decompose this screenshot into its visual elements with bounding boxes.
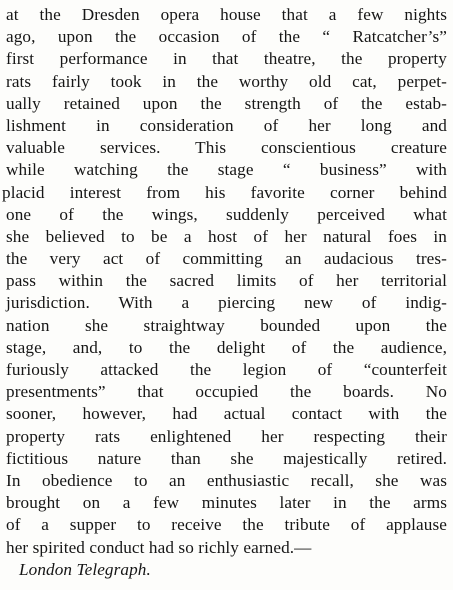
text-line: sooner, however, had actual contact with the: [6, 404, 447, 424]
text-line: property rats enlightened her respecting their: [6, 426, 447, 446]
text-line: pass within the sacred limits of her territorial: [6, 271, 447, 291]
text-line: she believed to be a host of her natural foes in: [6, 226, 447, 246]
text-line: rats fairly took in the worthy old cat, perpet-: [6, 71, 447, 91]
text-line: placid interest from his favorite corner behind: [2, 182, 447, 202]
text-line: first performance in that theatre, the property: [6, 49, 447, 69]
text-line: valuable services. This conscientious creature: [6, 138, 447, 158]
text-line: lishment in consideration of her long and: [6, 115, 447, 135]
text-line: In obedience to an enthusiastic recall, she was: [6, 470, 447, 490]
article-text: [0, 4, 453, 581]
text-line: of a supper to receive the tribute of applause: [6, 515, 447, 535]
text-line: stage, and, to the delight of the audience,: [6, 337, 447, 357]
text-line: at the Dresden opera house that a few nights: [6, 5, 447, 24]
text-line: her spirited conduct had so richly earned.—: [6, 537, 312, 557]
text-line: ually retained upon the strength of the estab-: [6, 93, 447, 113]
text-line: while watching the stage “ business” with: [6, 160, 447, 180]
text-line: ago, upon the occasion of the “ Ratcatcher’s”: [6, 27, 447, 47]
text-line: fictitious nature than she majestically retired.: [6, 448, 447, 468]
text-line: nation she straightway bounded upon the: [6, 315, 447, 335]
text-line: furiously attacked the legion of “counterfeit: [6, 360, 447, 379]
text-line: one of the wings, suddenly perceived what: [6, 204, 447, 224]
text-line: brought on a few minutes later in the arms: [6, 493, 447, 513]
text-line: the very act of committing an audacious tres-: [6, 249, 447, 269]
text-line: jurisdiction. With a piercing new of indig-: [6, 293, 447, 313]
attribution: London Telegraph.: [19, 559, 151, 579]
text-line: presentments” that occupied the boards. No: [6, 382, 447, 402]
